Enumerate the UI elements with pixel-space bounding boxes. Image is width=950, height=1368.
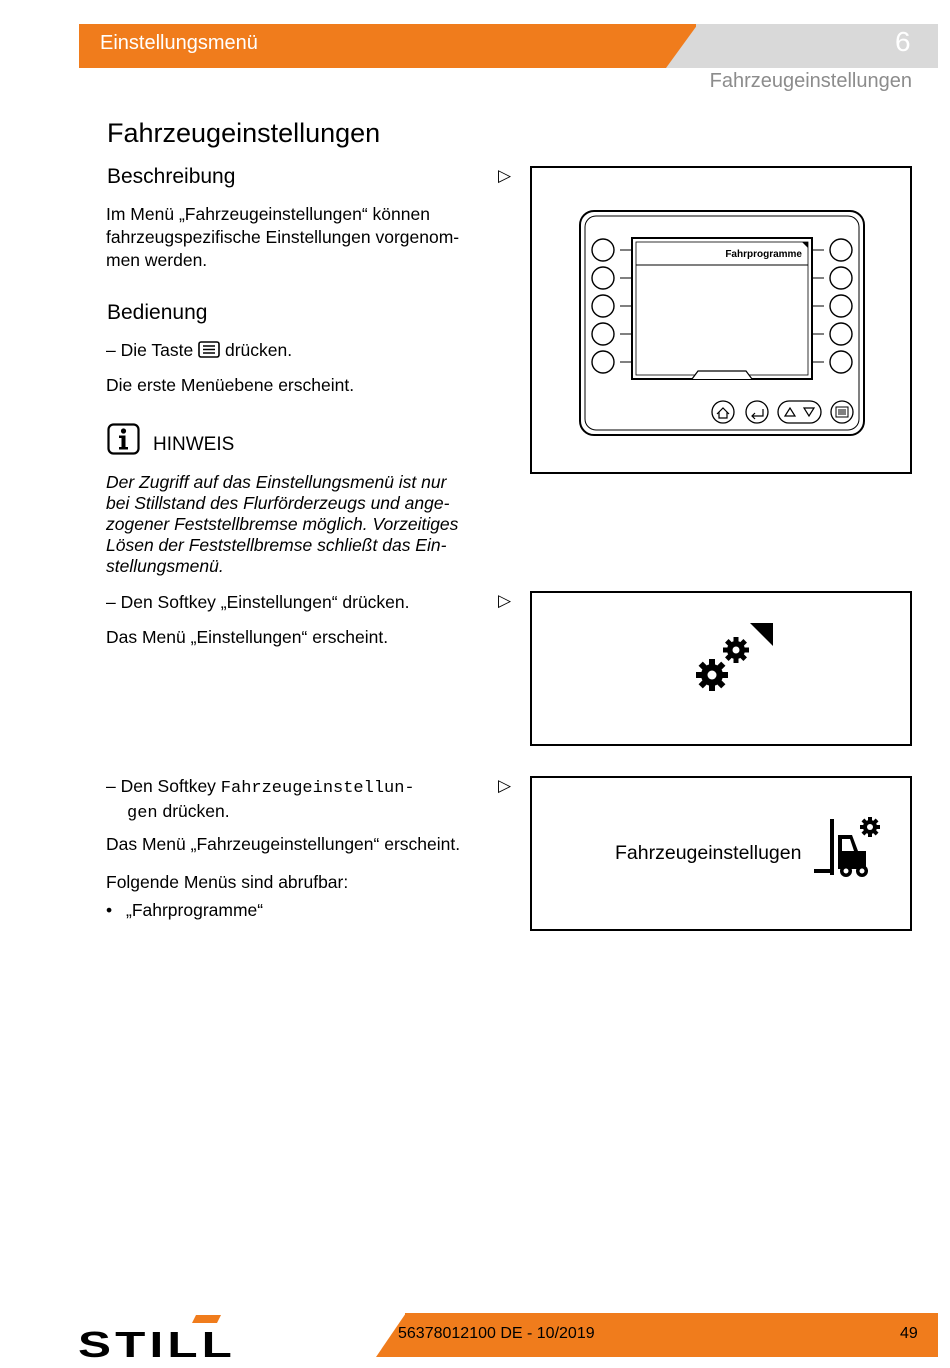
result-2: Das Menü „Einstellungen“ erscheint. xyxy=(106,627,389,647)
hinweis-label: HINWEIS xyxy=(153,434,235,455)
bedienung-heading: Bedienung xyxy=(107,301,208,324)
header-section: Einstellungsmenü xyxy=(100,32,258,54)
svg-text:STILL: STILL xyxy=(78,1324,236,1359)
figure-vehicle-settings-softkey xyxy=(530,776,912,931)
display-unit-illustration xyxy=(532,168,910,472)
menu-key-icon xyxy=(198,341,220,358)
figure-pointer-icon: ▷ xyxy=(498,166,512,185)
beschreibung-heading: Beschreibung xyxy=(107,165,236,188)
chapter-number: 6 xyxy=(895,26,911,57)
figure-pointer-icon: ▷ xyxy=(498,591,512,610)
display-menu-label: Fahrprogramme xyxy=(725,249,802,260)
step-2: – Den Softkey „Einstellungen“ drücken. xyxy=(106,592,410,612)
arrow-keys-icon xyxy=(778,401,821,423)
beschreibung-text: Im Menü „Fahrzeugeinstellungen“ können fahrzeugspezifische Einstellungen vorgenom- men werden. xyxy=(106,204,460,270)
hinweis-text: Der Zugriff auf das Einstellungsmenü ist nur bei Stillstand des Flurförderzeugs und ange- zogener Feststellbremse möglich. Vorzeitiges Lösen der Feststellbremse schließt das Ein- stellungsmenü. xyxy=(106,472,459,576)
softkey-label: Fahrzeugeinstellugen xyxy=(615,842,802,864)
result-3: Das Menü „Fahrzeugeinstellungen“ erscheint. xyxy=(106,834,461,854)
figure-pointer-icon: ▷ xyxy=(498,776,512,795)
header-divider xyxy=(666,24,698,68)
gears-icon xyxy=(532,593,910,744)
header-subsection: Fahrzeugeinstellungen xyxy=(709,70,912,92)
still-logo xyxy=(78,1313,238,1359)
step-1: – Die Taste drücken. xyxy=(106,340,293,360)
document-number: 56378012100 DE - 10/2019 xyxy=(398,1325,595,1342)
forklift-gear-icon xyxy=(810,813,885,883)
home-key-icon xyxy=(712,401,734,423)
result-1: Die erste Menüebene erscheint. xyxy=(106,375,355,395)
page-title: Fahrzeugeinstellungen xyxy=(107,118,381,148)
back-key-icon xyxy=(746,401,768,423)
menu-list-item: • „Fahrprogramme“ xyxy=(106,900,264,920)
info-icon xyxy=(107,423,140,455)
page-number: 49 xyxy=(900,1325,918,1342)
menus-intro: Folgende Menüs sind abrufbar: xyxy=(106,872,349,892)
figure-display-unit xyxy=(530,166,912,474)
figure-settings-softkey xyxy=(530,591,912,746)
step-3: – Den Softkey Fahrzeugeinstellun- gen drücken. xyxy=(106,776,415,823)
